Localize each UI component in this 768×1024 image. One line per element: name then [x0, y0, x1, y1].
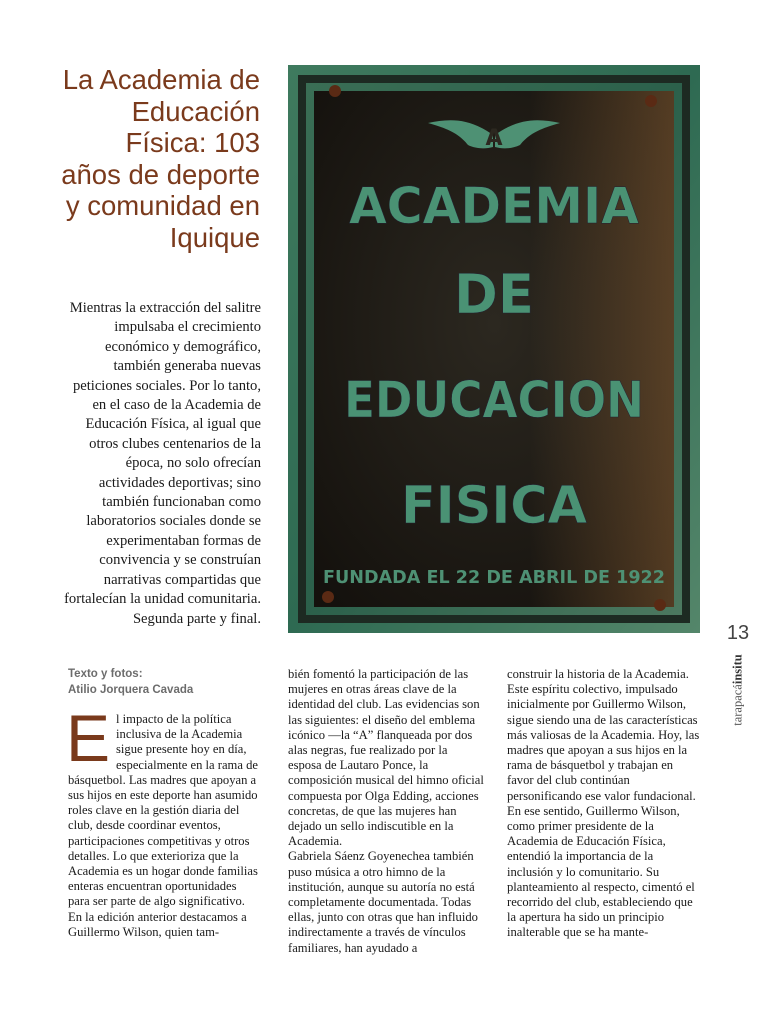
body-paragraph: Gabriela Sáenz Goyenechea también puso música a otro himno de la institución, aunque su autoría no está completamente documentada. Todas ellas, junto con otras que han influido indirectamente a través de vínculos familiares, han ayudado a [288, 849, 478, 955]
article-intro: Mientras la extracción del salitre impulsaba el crecimiento económico y demográfico, también generaba nuevas peticiones sociales. Por lo tanto, en el caso de la Academia de Educación Física, al igual que otros clubes centenarios de la época, no solo ofrecían actividades deportivas; sino también funcionaban como laboratorios sociales donde se experimentaban formas de convivencia y se construían narrativas compartidas que fortalecían la unidad comunitaria. Segunda parte y final. [64, 300, 261, 627]
credit-label: Texto y fotos: [68, 668, 143, 680]
credit-author: Atilio Jorquera Cavada [68, 683, 194, 696]
drop-cap: E [66, 701, 111, 775]
rivet [645, 95, 657, 107]
publication-brand [731, 654, 746, 726]
plaque-line-fisica: FISICA [401, 476, 587, 536]
page-number: 13 [726, 622, 750, 644]
body-paragraph: construir la historia de la Academia. Este espíritu colectivo, impulsado inicialmente por Guillermo Wilson, sigue siendo una de las características más valiosas de la Academia. Hoy, las madres que apoyan a sus hijos en la rama de básquetbol y trabajan en favor del club continúan personificando ese valor fundacional. [507, 667, 700, 803]
brand-regular: tarapacá [730, 684, 745, 726]
plaque-image [288, 65, 700, 633]
plaque-founded-line: FUNDADA EL 22 DE ABRIL DE 1922 [323, 567, 665, 588]
rivet [322, 591, 334, 603]
article-title: La Academia de Educación Física: 103 años de deporte y comunidad en Iquique [61, 64, 260, 253]
plaque-photo [288, 65, 700, 633]
plaque-line-educacion: EDUCACION [344, 371, 644, 429]
plaque-line-de: DE [454, 263, 534, 326]
body-column-3 [507, 667, 701, 941]
body-column-1 [66, 701, 258, 940]
emblem-letter: A [485, 126, 503, 151]
author-credit [68, 667, 268, 698]
body-paragraph: En ese sentido, Guillermo Wilson, como primer presidente de la Academia de Educación Física, entendió la importancia de la inclusión y lo comunitario. Su planteamiento al respecto, cimentó el recorrido del club, estableciendo que la apertura ha sido un principio inalterable que se ha mante- [507, 803, 695, 940]
body-paragraph: bién fomentó la participación de las mujeres en otras áreas clave de la identidad del club. Las evidencias son las siguientes: el diseño del emblema icónico —la “A” flanqueada por dos alas negras, fue realizado por la esposa de Lautaro Ponce, la composición musical del himno oficial compuesta por Olga Edding, acciones concretas, de que las mujeres han dejado un sello indiscutible en la Academia. [288, 667, 484, 849]
body-paragraph: El impacto de la política inclusiva de la Academia sigue presente hoy en día, especialmente en la rama de básquetbol. Las madres que apoyan a sus hijos en este deporte han asumido roles clave en la gestión diaria del club, desde coordinar eventos, participaciones competitivas y otros detalles. Lo que exterioriza que la Academia es un hogar donde familias enteras encuentran oportunidades para ser parte de algo significativo. [66, 701, 258, 909]
brand-bold: insitu [730, 654, 745, 685]
rivet [329, 85, 341, 97]
rivet [654, 599, 666, 611]
plaque-line-academia: ACADEMIA [349, 177, 640, 235]
body-paragraph: En la edición anterior destacamos a Guillermo Wilson, quien tam- [68, 909, 247, 939]
body-column-2 [288, 667, 484, 956]
